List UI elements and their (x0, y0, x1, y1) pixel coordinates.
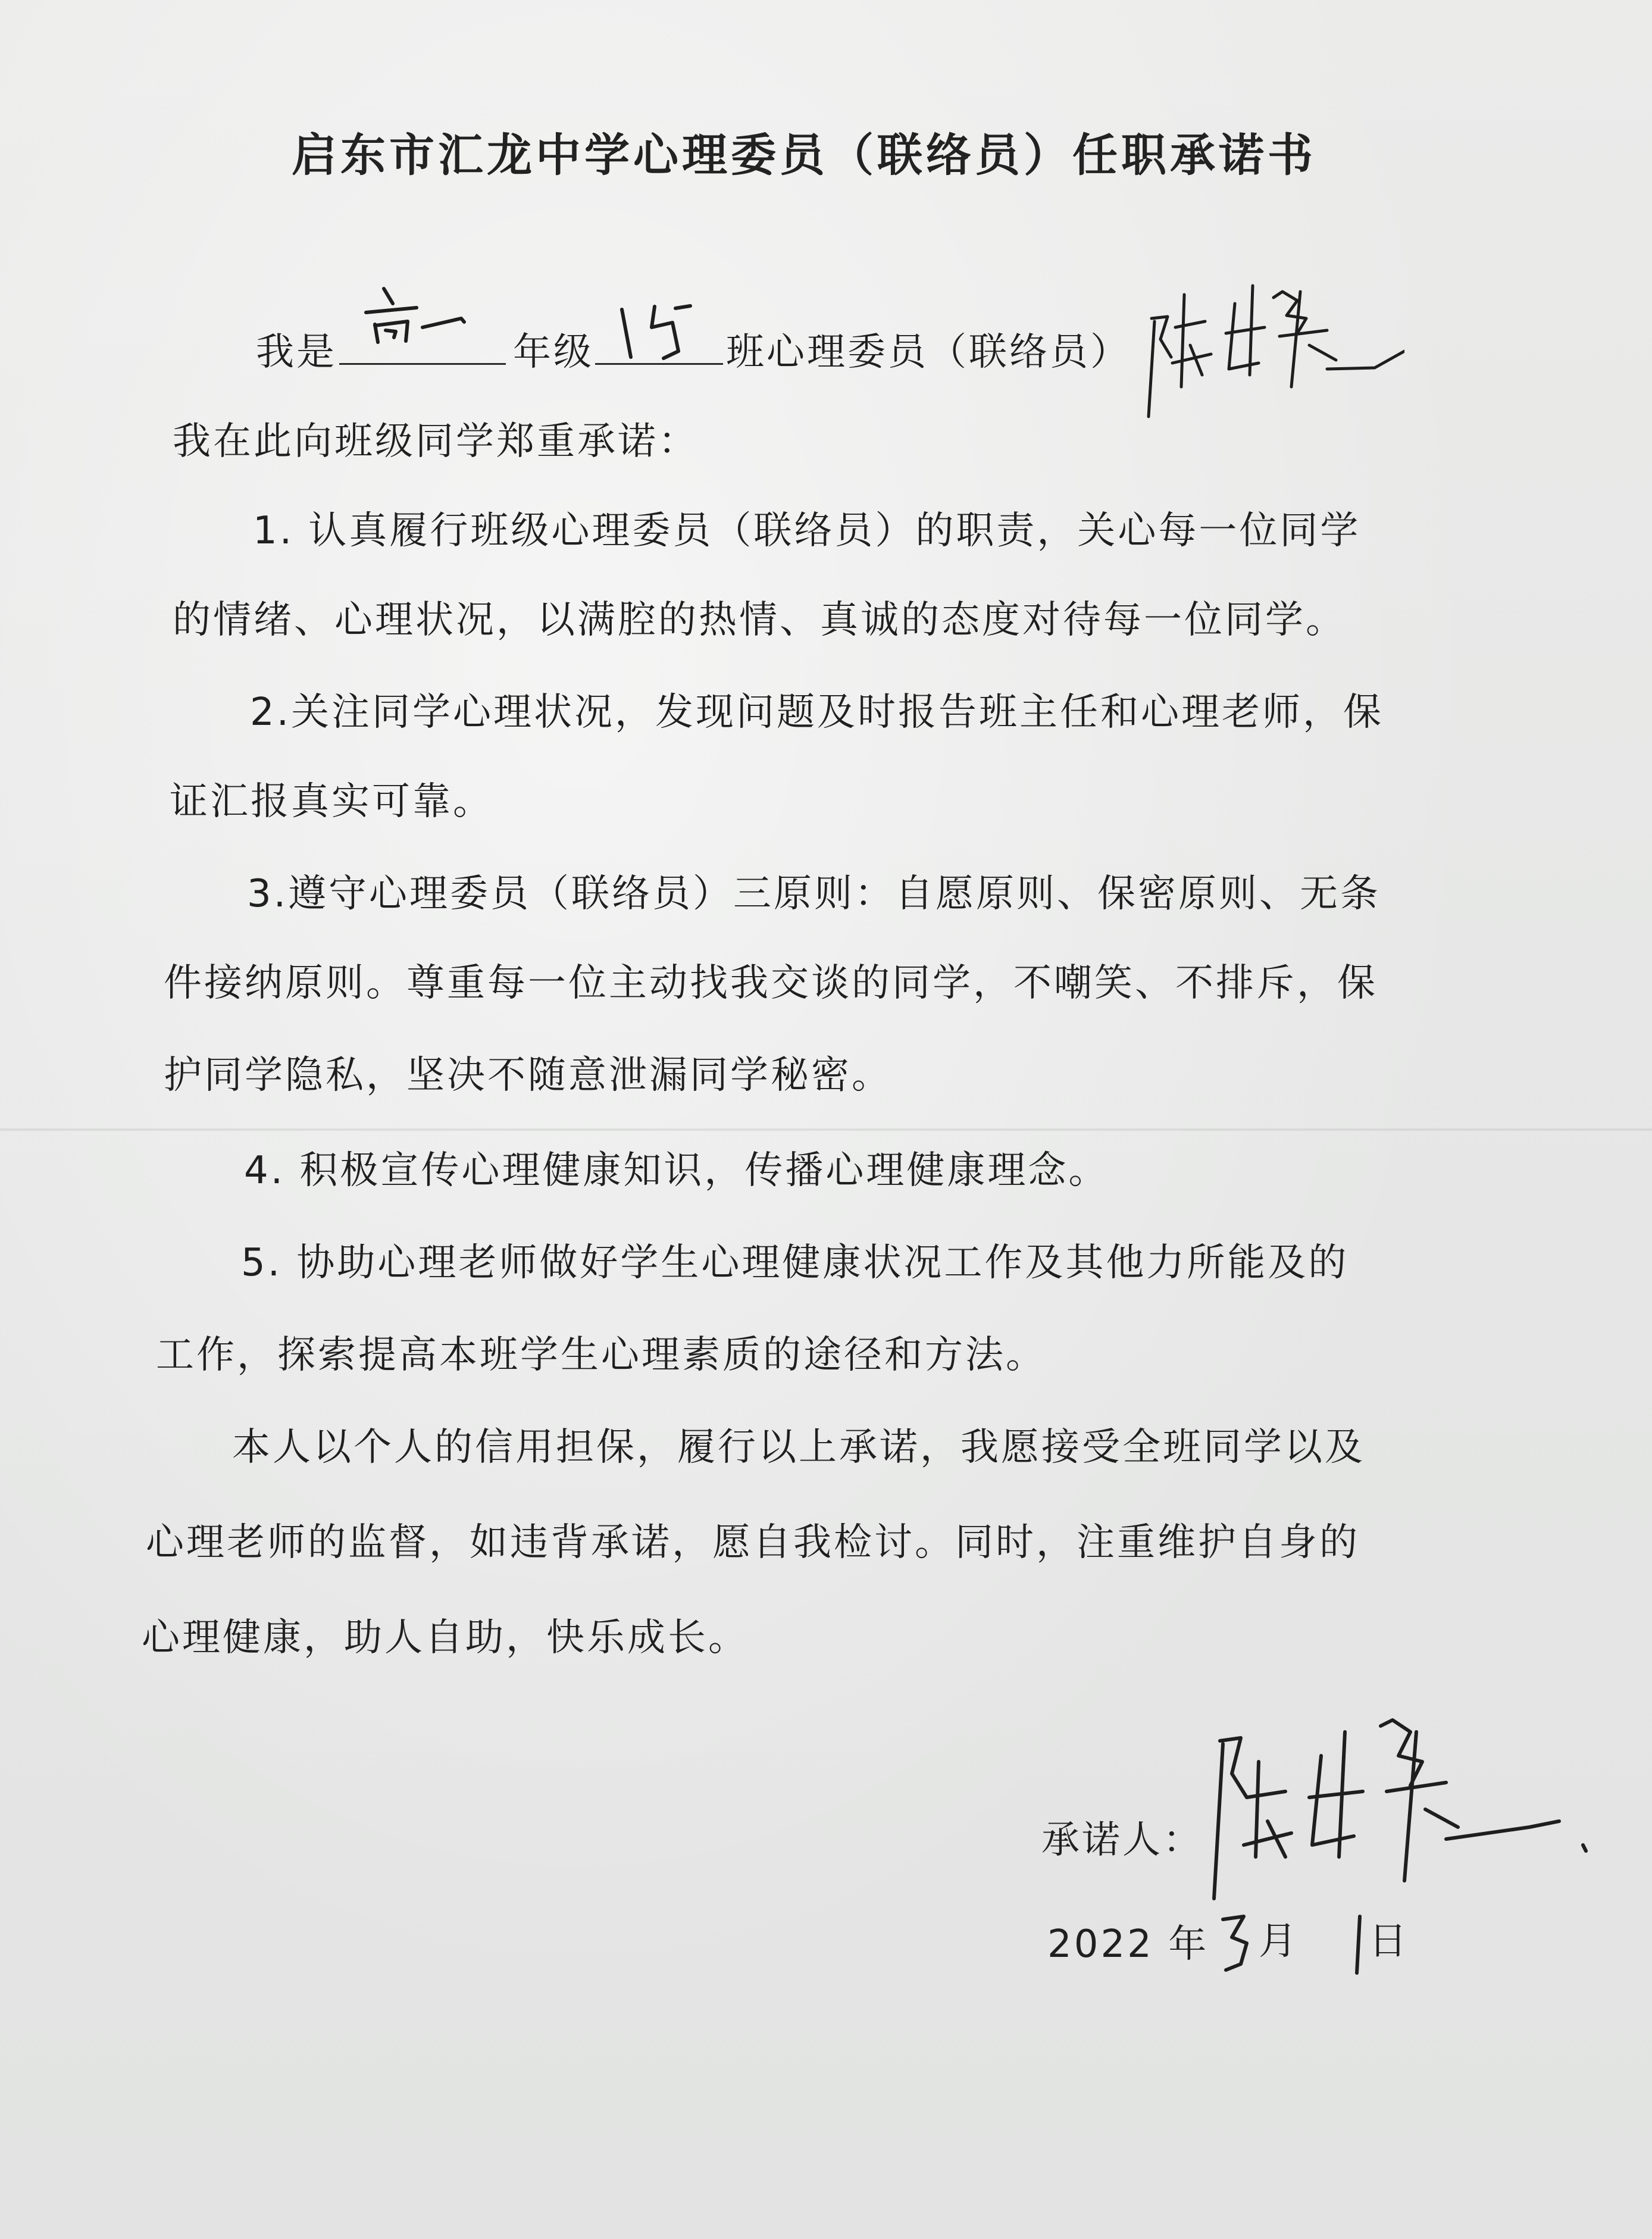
item-3-line3: 护同学隐私，坚决不随意泄漏同学秘密。 (164, 1053, 892, 1097)
item-3-line2: 件接纳原则。尊重每一位主动找我交谈的同学，不嘲笑、不排斥，保 (164, 961, 1378, 1005)
handwritten-name-top (1131, 250, 1404, 429)
item-2-line2: 证汇报真实可靠。 (170, 780, 493, 824)
grade-suffix: 年级 (513, 330, 594, 374)
item-1-line1: 1. 认真履行班级心理委员（联络员）的职责，关心每一位同学 (253, 509, 1361, 553)
item-3-line1: 3.遵守心理委员（联络员）三原则：自愿原则、保密原则、无条 (247, 872, 1381, 916)
item-2-line1: 2.关注同学心理状况，发现问题及时报告班主任和心理老师，保 (250, 690, 1384, 734)
paper-fold (0, 1128, 1652, 1131)
closing-line2: 心理老师的监督，如违背承诺，愿自我检讨。同时，注重维护自身的 (146, 1521, 1360, 1565)
signature-label: 承诺人： (1041, 1818, 1203, 1862)
handwritten-grade (351, 271, 470, 366)
handwritten-signature (1196, 1708, 1601, 1905)
intro-prefix: 我是 (256, 330, 337, 374)
item-5-line2: 工作，探索提高本班学生心理素质的途径和方法。 (156, 1333, 1046, 1377)
closing-line3: 心理健康，助人自助，快乐成长。 (142, 1616, 749, 1660)
class-suffix: 班心理委员（联络员） (726, 330, 1131, 374)
date-day-label: 日 (1369, 1919, 1409, 1963)
intro-line2: 我在此向班级同学郑重承诺： (173, 420, 699, 464)
handwritten-month (1211, 1905, 1265, 1976)
document-title: 启东市汇龙中学心理委员（联络员）任职承诺书 (292, 129, 1316, 182)
item-5-line1: 5. 协助心理老师做好学生心理健康状况工作及其他力所能及的 (241, 1241, 1349, 1285)
date-month-label: 月 (1259, 1919, 1299, 1963)
item-4-line1: 4. 积极宣传心理健康知识，传播心理健康理念。 (244, 1149, 1109, 1193)
handwritten-class (607, 292, 708, 369)
item-1-line2: 的情绪、心理状况，以满腔的热情、真诚的态度对待每一位同学。 (173, 598, 1346, 642)
date-year: 2022 年 (1047, 1922, 1209, 1966)
closing-line1: 本人以个人的信用担保，履行以上承诺，我愿接受全班同学以及 (232, 1425, 1365, 1469)
